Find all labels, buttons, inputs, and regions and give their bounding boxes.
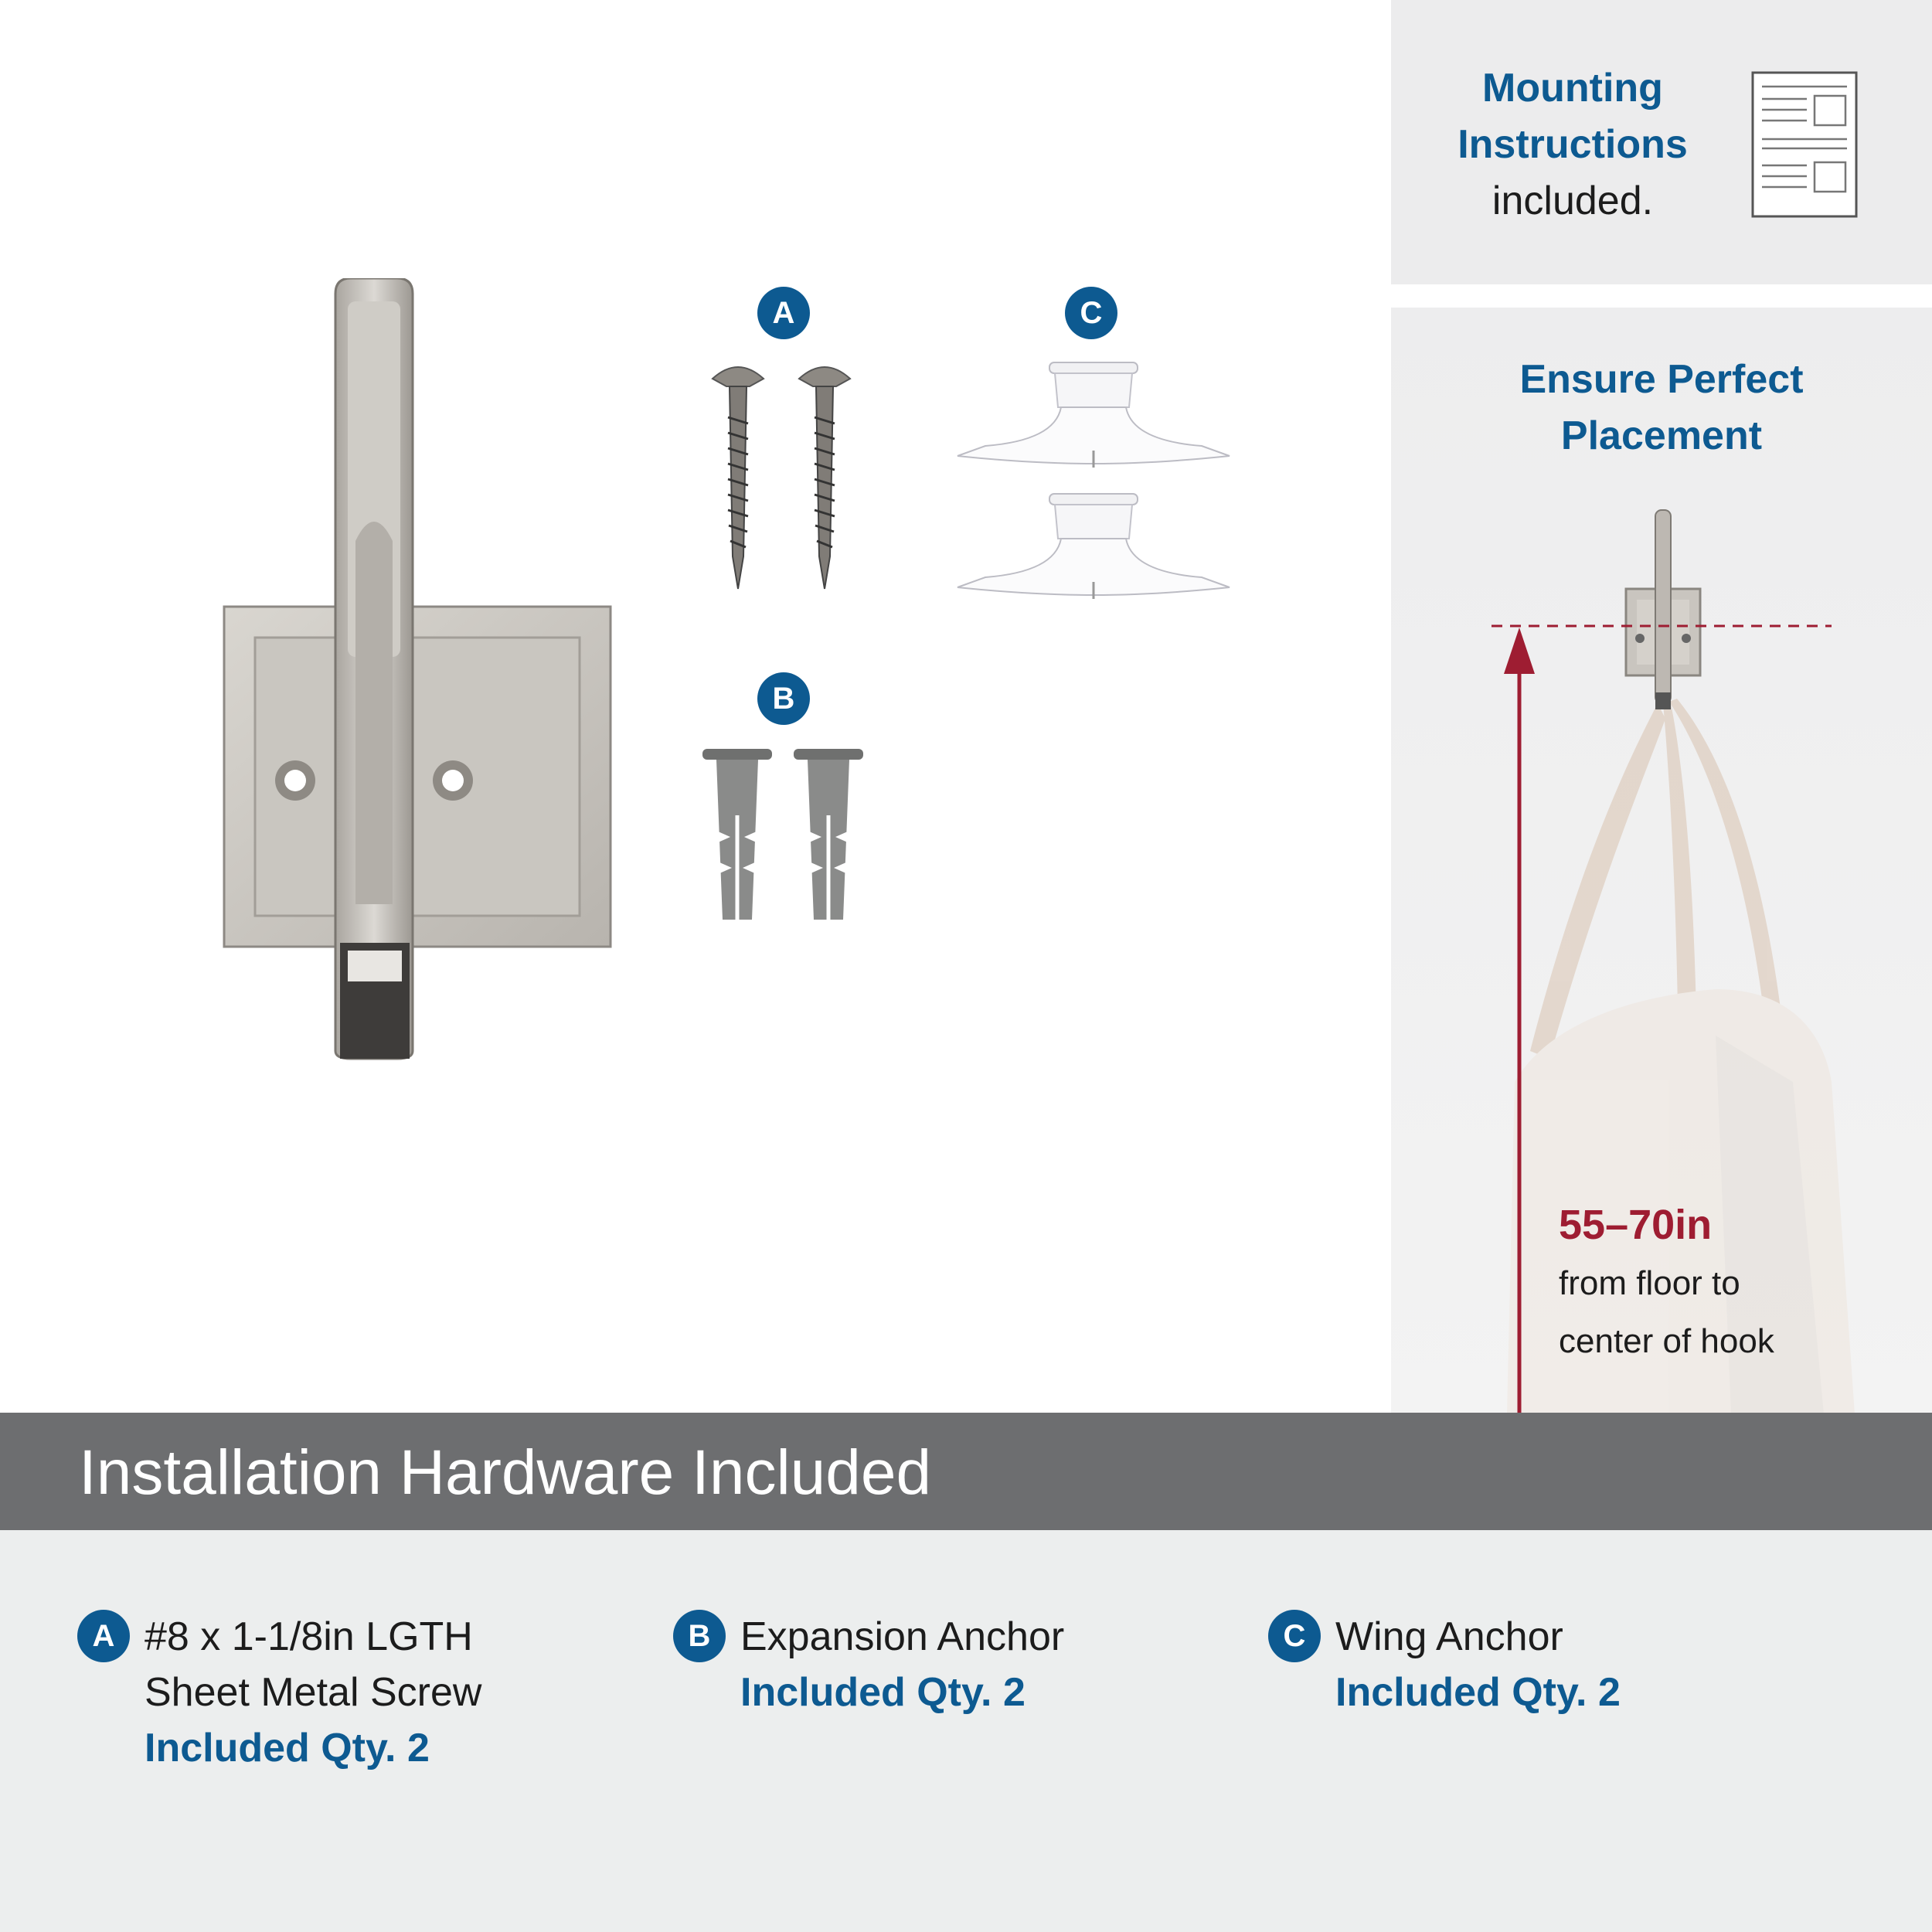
mounting-subtitle: included. [1492,179,1654,223]
document-icon [1751,71,1858,218]
wing-anchor-2 [957,494,1230,599]
banner-title: Installation Hardware Included [79,1437,932,1508]
mounting-title [1391,60,1754,230]
item-c-badge: C [1268,1610,1321,1662]
item-c-qty: Included Qty. 2 [1335,1670,1621,1715]
item-b-badge: B [673,1610,726,1662]
item-a-badge: A [77,1610,130,1662]
item-c-line1: Wing Anchor [1335,1614,1563,1659]
screw-1 [713,367,764,589]
height-desc-line2: center of hook [1559,1322,1774,1360]
screw-2 [799,367,850,589]
height-desc-line1: from floor to [1559,1264,1740,1302]
item-a [145,1609,481,1776]
item-a-line1: #8 x 1-1/8in LGTH [145,1614,473,1659]
mounting-title-line1: Mounting [1482,66,1663,111]
item-a-qty: Included Qty. 2 [145,1726,430,1770]
item-c [1335,1609,1621,1720]
placement-title [1391,352,1932,464]
item-b-line1: Expansion Anchor [740,1614,1065,1659]
hook-illustration [216,278,634,1066]
screws-illustration [703,363,866,595]
part-label-c: C [1065,287,1117,339]
item-a-line2: Sheet Metal Screw [145,1670,482,1715]
height-callout [1559,1196,1774,1370]
expansion-anchors-illustration [699,746,869,939]
height-range: 55–70in [1559,1202,1713,1248]
part-label-a: A [757,287,810,339]
placement-title-line2: Placement [1560,413,1763,458]
wing-anchor-1 [957,362,1230,468]
expansion-anchor-2 [794,749,863,920]
item-b-qty: Included Qty. 2 [740,1670,1026,1715]
expansion-anchor-1 [702,749,772,920]
part-label-b: B [757,672,810,725]
placement-title-line1: Ensure Perfect [1519,357,1804,402]
mounting-title-line2: Instructions [1458,122,1688,167]
item-b [740,1609,1064,1720]
wing-anchors-illustration [954,359,1233,607]
small-hook-illustration [1626,510,1700,709]
